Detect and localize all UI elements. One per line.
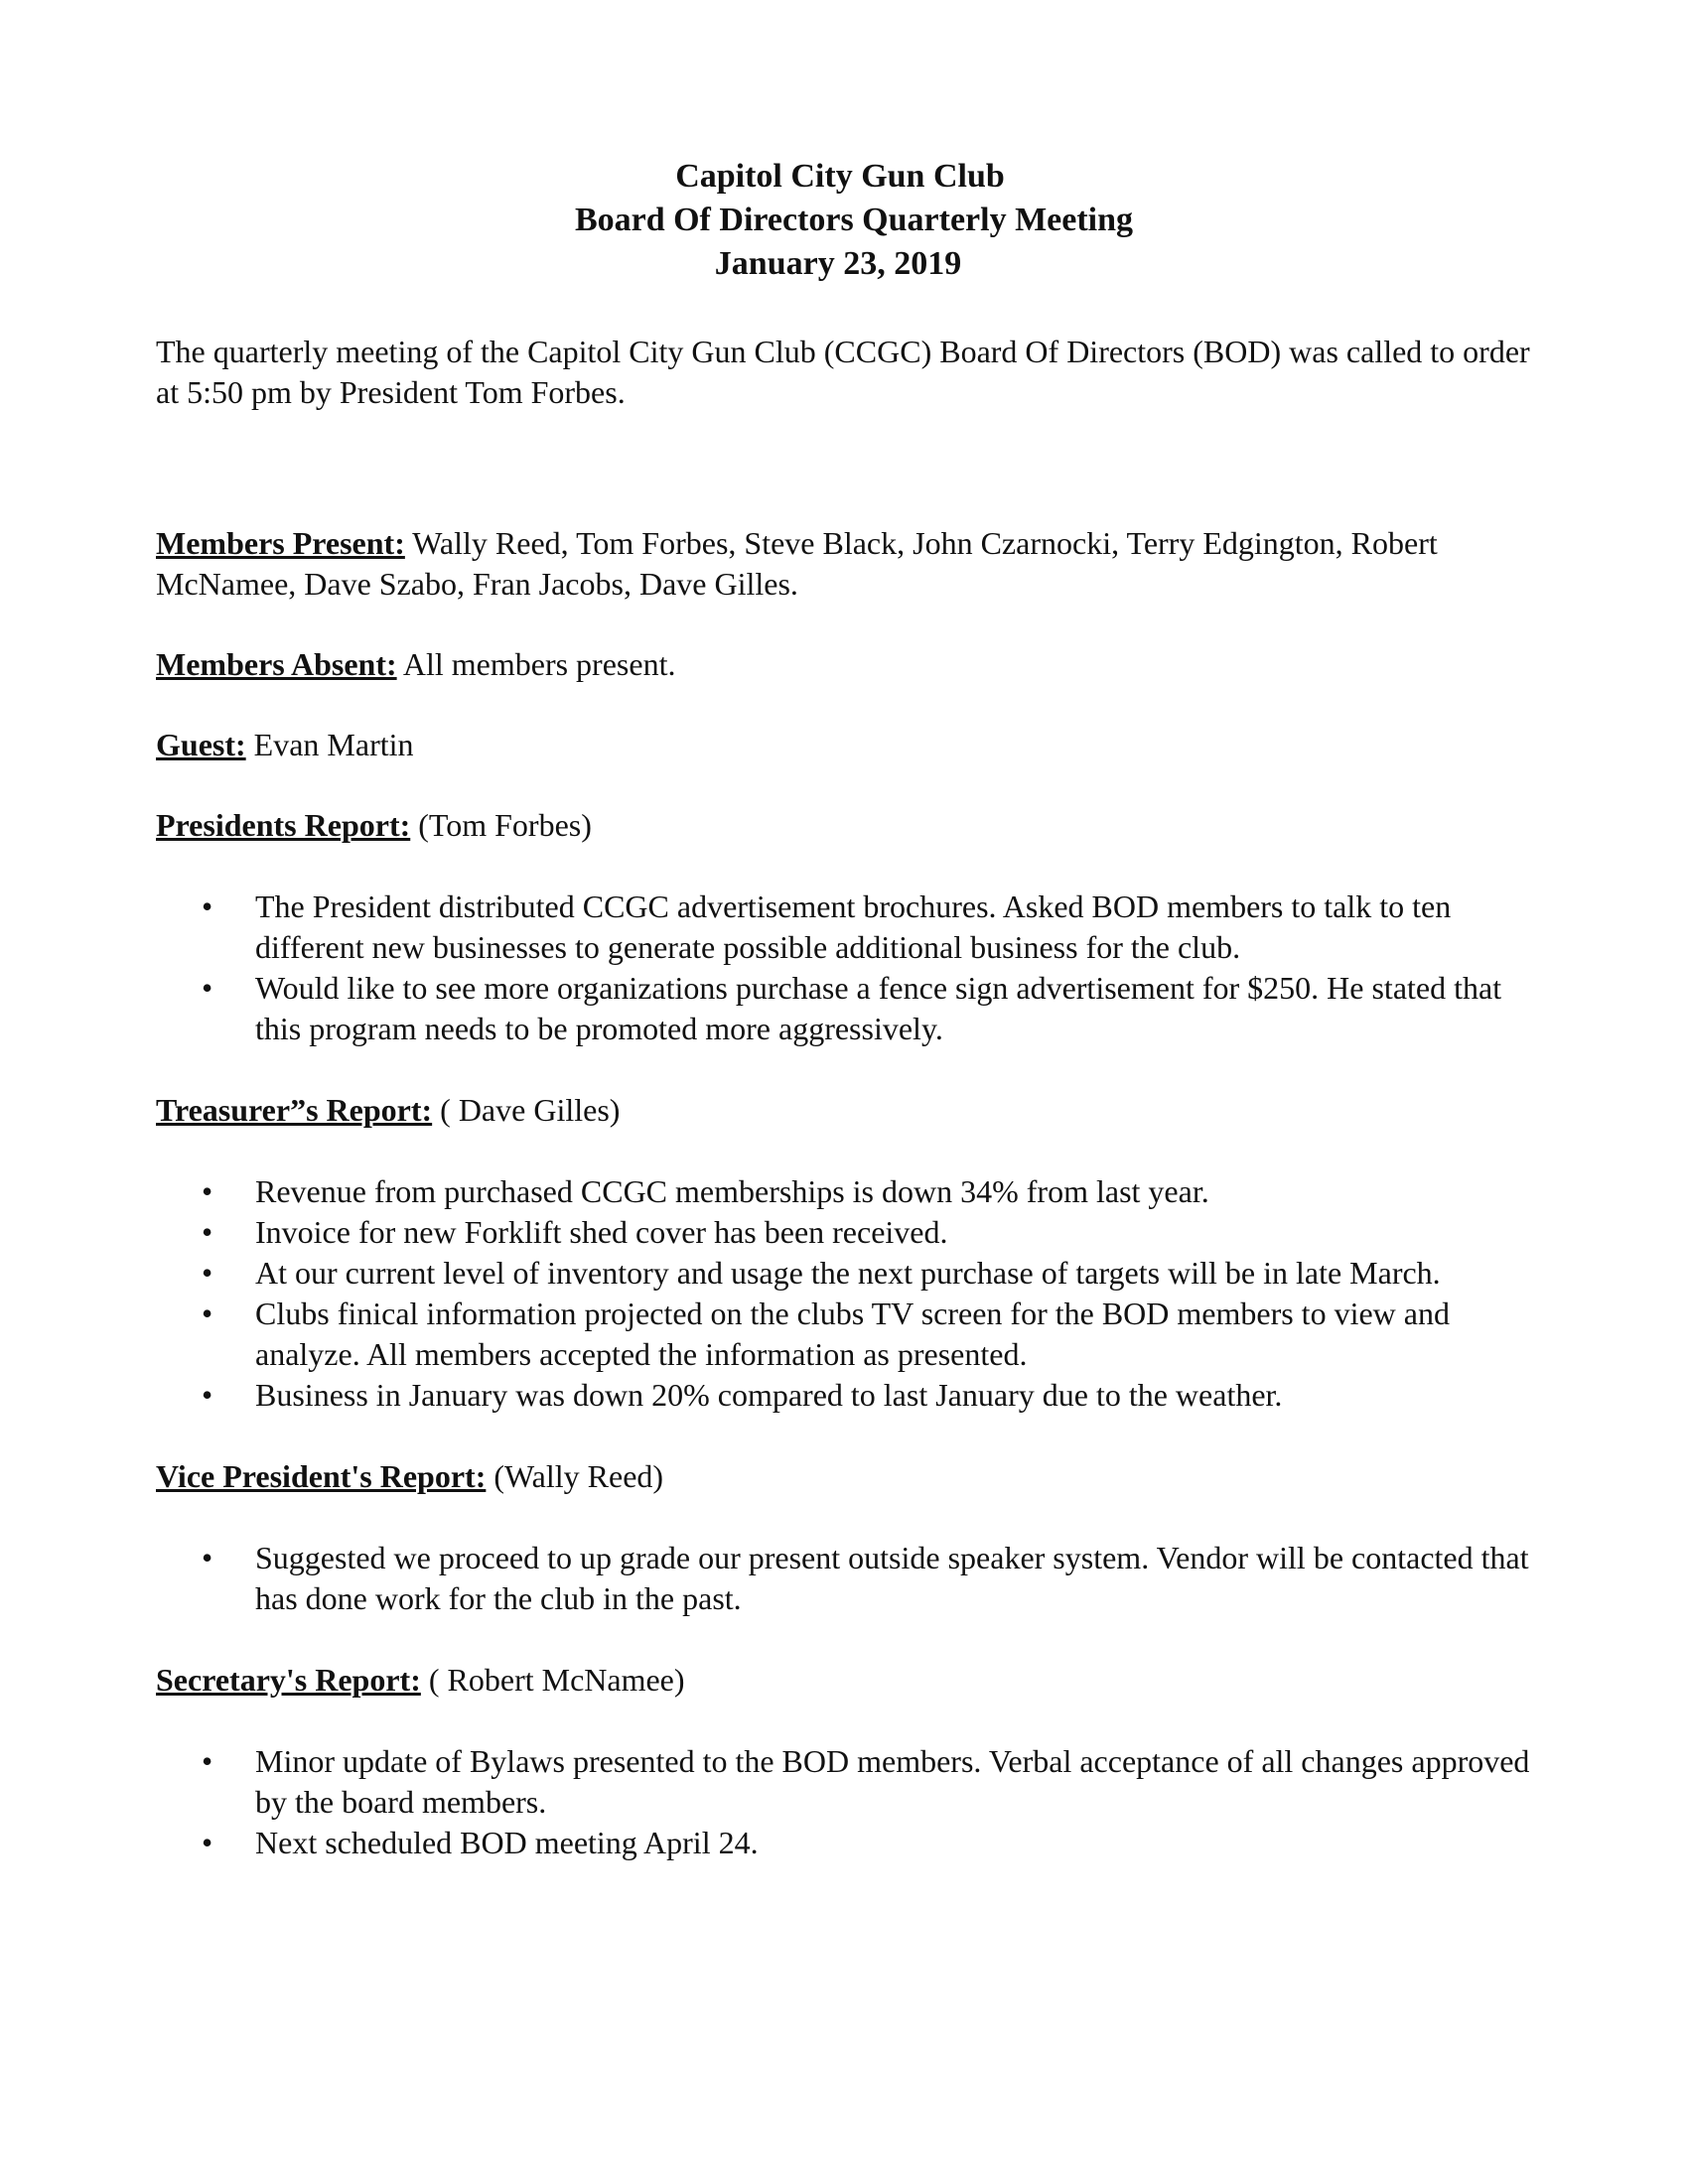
members-absent-paragraph bbox=[156, 644, 1536, 685]
guest-paragraph bbox=[156, 725, 1536, 765]
presidents-report-list bbox=[156, 887, 1536, 1049]
intro-paragraph: The quarterly meeting of the Capitol City Gun Club (CCGC) Board Of Directors (BOD) was called to order at 5:50 pm by President Tom Forbes. bbox=[156, 334, 1530, 410]
presidents-report-label: Presidents Report: bbox=[156, 807, 411, 843]
secretarys-report-presenter: ( Robert McNamee) bbox=[420, 1662, 685, 1698]
meeting-title-heading: Board Of Directors Quarterly Meeting bbox=[574, 202, 1134, 238]
treasurers-report-label: Treasurer”s Report: bbox=[156, 1092, 433, 1128]
members-present-text: Wally Reed, Tom Forbes, Steve Black, John Czarnocki, Terry Edgington, Robert McNamee, Dave Szabo, Fran Jacobs, Dave Gilles. bbox=[156, 525, 1438, 602]
vice-presidents-report-heading bbox=[156, 1456, 1536, 1497]
secretarys-report-list bbox=[156, 1741, 1536, 1863]
list-item: • Clubs finical information projected on the clubs TV screen for the BOD members to view and analyze. All members accepted the information as presented. bbox=[156, 1294, 1536, 1375]
list-item: • Revenue from purchased CCGC memberships is down 34% from last year. bbox=[156, 1171, 1536, 1212]
list-item: • At our current level of inventory and usage the next purchase of targets will be in late March. bbox=[156, 1253, 1536, 1294]
guest-label: Guest: bbox=[156, 727, 246, 762]
list-item: • Would like to see more organizations purchase a fence sign advertisement for $250. He stated that this program needs to be promoted more aggressively. bbox=[156, 968, 1536, 1049]
club-name-heading: Capitol City Gun Club bbox=[675, 158, 1005, 195]
vice-presidents-report-presenter: (Wally Reed) bbox=[486, 1458, 664, 1494]
presidents-report-presenter: (Tom Forbes) bbox=[410, 807, 592, 843]
list-item: • Invoice for new Forklift shed cover has been received. bbox=[156, 1212, 1536, 1253]
document-body bbox=[156, 332, 1536, 1904]
list-item: • Business in January was down 20% compared to last January due to the weather. bbox=[156, 1375, 1536, 1416]
meeting-date-heading: January 23, 2019 bbox=[714, 245, 962, 282]
secretarys-report-label: Secretary's Report: bbox=[156, 1662, 421, 1698]
treasurers-report-presenter: ( Dave Gilles) bbox=[432, 1092, 621, 1128]
list-item: • Suggested we proceed to up grade our present outside speaker system. Vendor will be contacted that has done work for the club in the past. bbox=[156, 1538, 1536, 1619]
list-item: • The President distributed CCGC advertisement brochures. Asked BOD members to talk to ten different new businesses to generate possible additional business for the club. bbox=[156, 887, 1536, 968]
members-present-paragraph bbox=[156, 523, 1536, 605]
guest-text: Evan Martin bbox=[245, 727, 414, 762]
list-item: • Next scheduled BOD meeting April 24. bbox=[156, 1823, 1536, 1863]
treasurers-report-heading bbox=[156, 1090, 1536, 1131]
list-item: • Minor update of Bylaws presented to the BOD members. Verbal acceptance of all changes approved by the board members. bbox=[156, 1741, 1536, 1823]
treasurers-report-list bbox=[156, 1171, 1536, 1416]
vice-presidents-report-label: Vice President's Report: bbox=[156, 1458, 487, 1494]
secretarys-report-heading bbox=[156, 1660, 1536, 1701]
vice-presidents-report-list bbox=[156, 1538, 1536, 1619]
members-absent-text: All members present. bbox=[396, 646, 676, 682]
members-present-label: Members Present: bbox=[156, 525, 405, 561]
presidents-report-heading bbox=[156, 805, 1536, 846]
members-absent-label: Members Absent: bbox=[156, 646, 397, 682]
document-header bbox=[0, 155, 1688, 286]
